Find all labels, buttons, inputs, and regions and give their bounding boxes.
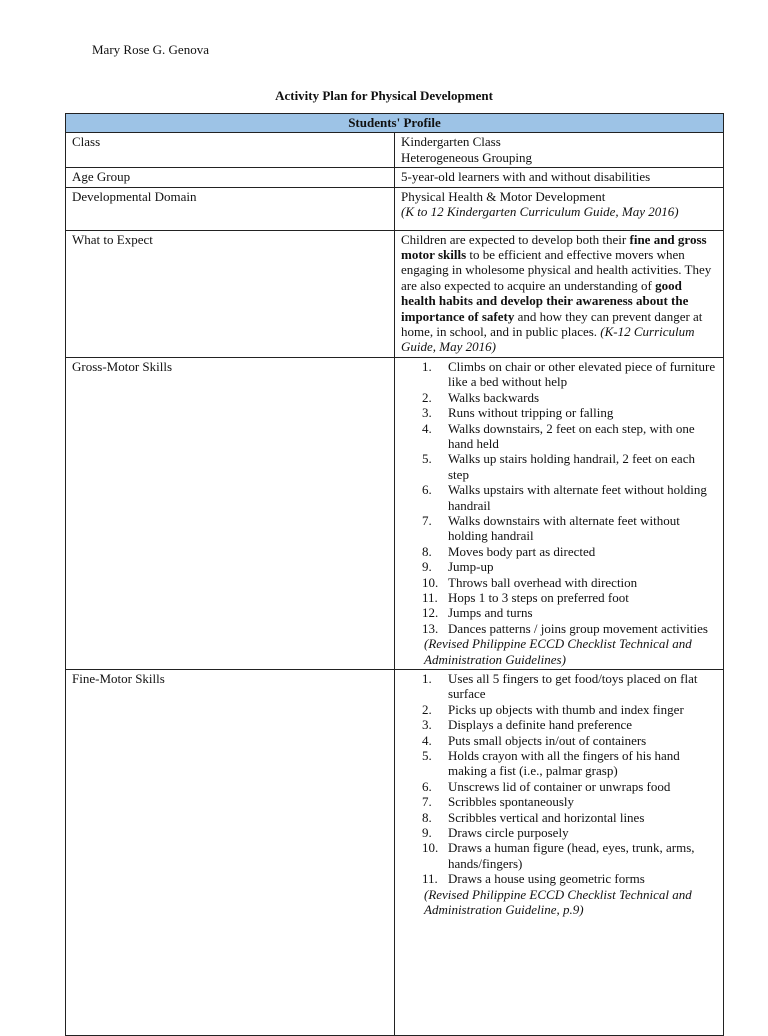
list-item [422,574,717,590]
list-item-text: Moves body part as directed [448,543,596,559]
age-group-row [66,168,724,187]
list-item-text: Scribbles vertical and horizontal lines [448,809,645,825]
list-item-number: 3. [422,717,432,733]
list-item-number: 10. [422,574,439,590]
list-item-number: 2. [422,389,432,405]
what-to-expect-label: What to Expect [66,230,395,357]
students-profile-header: Students' Profile [66,114,724,133]
class-row [66,133,724,168]
expect-text-2: to be efficient and effective movers when engaging in wholesome physical and health activities. They are also expected to acquire an understanding of [401,247,712,293]
list-item-text: Displays a definite hand preference [448,717,633,733]
document-title: Activity Plan for Physical Development [275,88,493,103]
expect-text-1: Children are expected to develop both their [401,231,630,247]
list-item [422,809,717,825]
fine-motor-row [66,670,724,1036]
developmental-domain-value [395,187,724,230]
list-item-text: Uses all 5 fingers to get food/toys placed on flat surface [448,671,698,702]
list-item-number: 8. [422,809,432,825]
list-item-text: Walks backwards [448,389,540,405]
list-item-text: Walks downstairs with alternate feet without holding handrail [448,512,680,544]
list-item-text: Draws circle purposely [448,825,569,841]
list-item-number: 4. [422,420,432,436]
list-item-text: Dances patterns / joins group movement activities [448,620,708,636]
list-item-text: Jumps and turns [448,605,533,621]
list-item [422,840,717,871]
expect-text-3: and how they can prevent danger at home, in school, and in public places. [401,308,703,340]
list-item [422,701,717,717]
list-item-number: 3. [422,405,432,421]
list-item-text: Draws a human figure (head, eyes, trunk, arms, hands/fingers) [448,840,695,871]
list-item [422,671,717,702]
developmental-domain-label: Developmental Domain [66,187,395,230]
domain-citation: (K to 12 Kindergarten Curriculum Guide, May 2016) [401,204,679,220]
students-profile-table [65,113,724,1036]
age-group-value: 5-year-old learners with and without disabilities [395,168,724,187]
list-item [422,748,717,779]
list-item-text: Scribbles spontaneously [448,794,575,810]
list-item-text: Walks up stairs holding handrail, 2 feet on each step [448,451,695,482]
list-item-text: Walks downstairs, 2 feet on each step, with one hand held [448,420,695,451]
list-item [422,778,717,794]
list-item [422,482,717,513]
list-item-number: 7. [422,794,432,810]
list-item-text: Picks up objects with thumb and index finger [448,701,684,717]
list-item-number: 7. [422,512,432,528]
list-item-number: 6. [422,778,432,794]
list-item-number: 2. [422,701,432,717]
list-item [422,589,717,605]
list-item-number: 9. [422,559,432,575]
list-item-text: Climbs on chair or other elevated piece of furniture like a bed without help [448,358,716,390]
list-item [422,451,717,482]
what-to-expect-row [66,230,724,357]
list-item-text: Walks upstairs with alternate feet without holding handrail [448,482,707,513]
list-item-number: 5. [422,451,432,467]
list-item-number: 1. [422,671,432,686]
developmental-domain-row [66,187,724,230]
class-value-line2: Heterogeneous Grouping [401,149,533,165]
list-item-number: 9. [422,825,432,841]
list-item [422,512,717,544]
age-group-label: Age Group [66,168,395,187]
list-item [422,405,717,421]
list-item-number: 1. [422,358,432,374]
list-item-text: Jump-up [448,559,494,575]
list-item-text: Puts small objects in/out of containers [448,732,647,748]
expect-bold-2: good health habits and develop their awareness about the importance of safety [401,277,689,324]
list-item-text: Throws ball overhead with direction [448,574,638,590]
expect-citation: (K-12 Curriculum Guide, May 2016) [401,324,695,355]
list-item [422,794,717,810]
list-item-number: 4. [422,732,432,748]
list-item-number: 11. [422,589,438,605]
gross-motor-label: Gross-Motor Skills [66,357,395,669]
list-item-text: Holds crayon with all the fingers of his hand making a fist (i.e., palmar grasp) [448,748,680,779]
list-item-text: Runs without tripping or falling [448,405,614,421]
table-header-row [66,114,724,133]
list-item-number: 13. [422,620,439,636]
domain-text: Physical Health & Motor Development [401,188,606,204]
list-item [422,420,717,452]
fine-motor-label: Fine-Motor Skills [66,670,395,1036]
class-label: Class [66,133,395,168]
list-item [422,358,717,390]
expect-bold-1: fine and gross motor skills [401,231,707,263]
gross-motor-list [401,359,717,636]
fine-motor-list [401,671,717,887]
class-value-line1: Kindergarten Class [401,134,501,150]
fine-motor-citation: (Revised Philippine ECCD Checklist Technical and Administration Guideline, p.9) [424,886,692,918]
gross-motor-row [66,357,724,669]
list-item [422,620,717,636]
list-item [422,825,717,841]
list-item [422,543,717,559]
gross-motor-value [395,357,724,669]
list-item-number: 10. [422,840,439,856]
list-item [422,605,717,621]
list-item-number: 6. [422,482,432,498]
fine-motor-value [395,670,724,1036]
what-to-expect-value [395,230,724,357]
class-value [395,133,724,168]
list-item-number: 12. [422,605,439,621]
list-item-number: 11. [422,871,438,887]
list-item [422,871,717,887]
gross-motor-citation: (Revised Philippine ECCD Checklist Technical and Administration Guidelines) [424,636,692,667]
list-item [422,717,717,733]
list-item-text: Unscrews lid of container or unwraps food [448,778,671,794]
author-name: Mary Rose G. Genova [92,42,209,57]
list-item [422,559,717,575]
list-item-number: 8. [422,543,432,559]
list-item [422,732,717,748]
list-item-text: Draws a house using geometric forms [448,871,645,887]
list-item [422,389,717,405]
list-item-number: 5. [422,748,432,764]
list-item-text: Hops 1 to 3 steps on preferred foot [448,589,629,605]
